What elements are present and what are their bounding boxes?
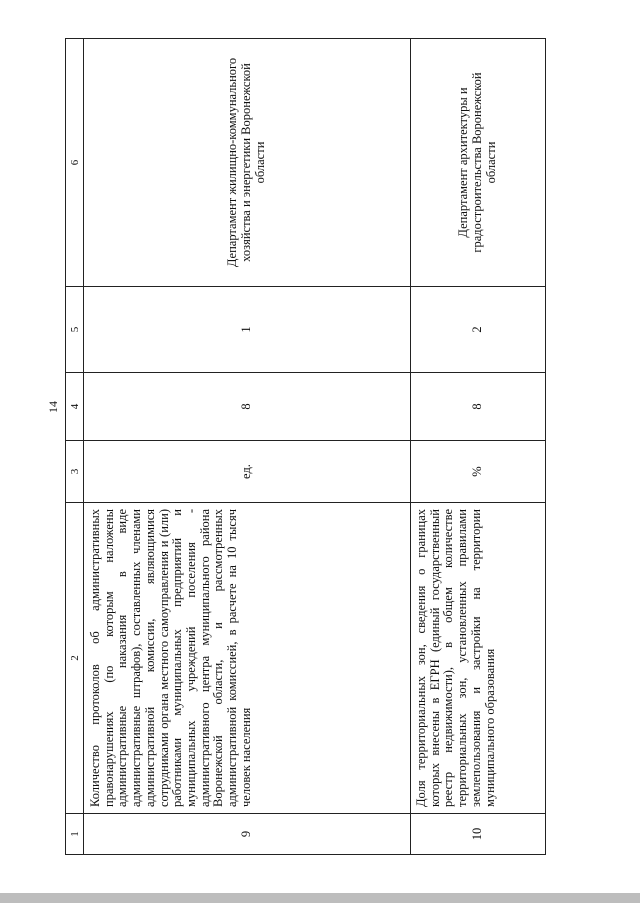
- page-number: 14: [46, 401, 60, 413]
- unit-cell: ед.: [84, 440, 411, 502]
- value-col5: 1: [84, 286, 411, 372]
- indicator-description-text: Доля территориальных зон, сведения о границах которых внесены в ЕГРН (единый государственный реестр недвижимости), в общем количестве территориальных зон, установленных правилами землепользования и застройки на территории муниципального образования: [414, 509, 497, 807]
- value-col5: 2: [411, 286, 546, 372]
- responsible-department: [84, 38, 411, 286]
- page-bottom-edge: [0, 893, 640, 903]
- value-col4: 8: [411, 372, 546, 440]
- column-header-6: 6: [66, 38, 84, 286]
- unit-cell: %: [411, 440, 546, 502]
- value-col4: 8: [84, 372, 411, 440]
- indicator-description-text: Количество протоколов об административных правонарушениях (по которым наложены административные наказания в виде административные штрафов), составленных членами административной комиссии, являющимися сотрудниками органа местного самоуправления и (или) работниками муниципальных предприятий и муниципальных учреждений поселения - административного центра муниципального района Воронежской области, и рассмотренных административной комиссией, в расчете на 10 тысяч человек населения: [88, 509, 253, 807]
- indicator-description: [84, 502, 411, 813]
- column-header-1: 1: [66, 813, 84, 854]
- row-number: 9: [84, 813, 411, 854]
- column-header-3: 3: [66, 440, 84, 502]
- row-number: 10: [411, 813, 546, 854]
- indicator-description: [411, 502, 546, 813]
- column-header-4: 4: [66, 372, 84, 440]
- indicators-table: [65, 38, 546, 855]
- responsible-department: [411, 38, 546, 286]
- responsible-department-text: Департамент жилищно-коммунального хозяйства и энергетики Воронежской области: [225, 57, 267, 268]
- column-header-2: 2: [66, 502, 84, 813]
- column-header-5: 5: [66, 286, 84, 372]
- responsible-department-text: Департамент архитектуры и градостроительства Воронежской области: [456, 72, 498, 253]
